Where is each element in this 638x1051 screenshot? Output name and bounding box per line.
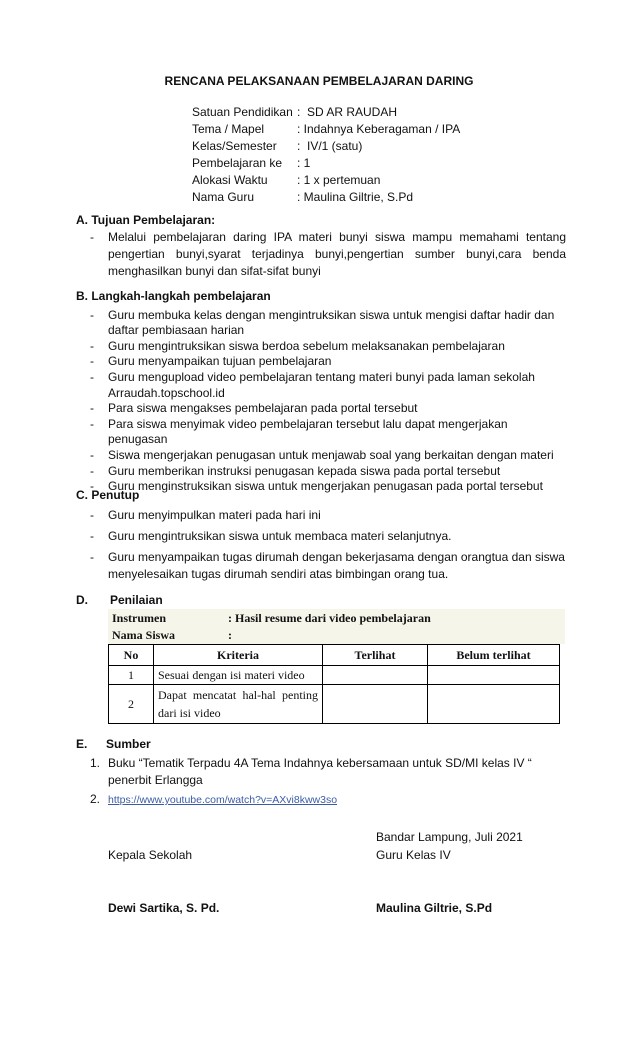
instrumen-label: Instrumen bbox=[112, 611, 167, 625]
instrumen-row bbox=[108, 609, 565, 627]
table-row bbox=[109, 685, 560, 724]
column-header: Belum terlihat bbox=[428, 645, 560, 666]
info-label: Tema / Mapel bbox=[192, 122, 265, 136]
list-item: - Guru menginstruksikan siswa untuk mengerjakan penugasan pada portal tersebut bbox=[76, 479, 566, 495]
place-date: Bandar Lampung, Juli 2021 bbox=[376, 830, 523, 844]
info-value: : Maulina Giltrie, S.Pd bbox=[297, 190, 414, 204]
list-item: - Guru membuka kelas dengan mengintruksikan siswa untuk mengisi daftar hadir dan daftar pembiasaan harian bbox=[76, 308, 566, 339]
grading-table bbox=[108, 644, 560, 724]
list-number: 1. bbox=[90, 756, 101, 770]
left-signatory-name: Dewi Sartika, S. Pd. bbox=[108, 901, 220, 915]
list-item: - Para siswa mengakses pembelajaran pada portal tersebut bbox=[76, 401, 566, 417]
info-row bbox=[192, 189, 460, 206]
info-value: : 1 bbox=[297, 156, 311, 170]
nama-siswa-label: Nama Siswa bbox=[112, 628, 176, 642]
list-item: - Guru mengupload video pembelajaran tentang materi bunyi pada laman sekolah Arraudah.topschool.id bbox=[76, 370, 566, 401]
info-value: : Indahnya Keberagaman / IPA bbox=[297, 122, 461, 136]
table-cell-no: 1 bbox=[109, 666, 154, 685]
list-item: - Guru menyampaikan tujuan pembelajaran bbox=[76, 354, 566, 370]
right-role: Guru Kelas IV bbox=[376, 848, 451, 862]
info-row bbox=[192, 172, 460, 189]
table-cell-terlihat bbox=[323, 666, 428, 685]
list-item: - Guru mengintruksikan siswa berdoa sebelum melaksanakan pembelajaran bbox=[76, 339, 566, 355]
section-heading: C. Penutup bbox=[76, 488, 140, 502]
table-cell-belum-terlihat bbox=[428, 685, 560, 724]
section-heading: B. Langkah-langkah pembelajaran bbox=[76, 289, 271, 303]
list-item: - Guru mengintruksikan siswa untuk membaca materi selanjutnya. bbox=[76, 528, 566, 545]
list-item: - Melalui pembelajaran daring IPA materi bunyi siswa mampu memahami tentang pengertian bunyi,syarat terjadinya bunyi,pengertian sumber bunyi,cara benda menghasilkan bunyi dan sifat-sifat bunyi bbox=[76, 229, 566, 280]
column-header: Terlihat bbox=[323, 645, 428, 666]
nama-siswa-value: : bbox=[228, 628, 232, 642]
page-title: RENCANA PELAKSANAAN PEMBELAJARAN DARING bbox=[164, 74, 474, 88]
section-heading: A. Tujuan Pembelajaran: bbox=[76, 213, 216, 227]
table-cell-belum-terlihat bbox=[428, 666, 560, 685]
section-penutup bbox=[76, 487, 566, 583]
list-item: - Guru menyampaikan tugas dirumah dengan bekerjasama dengan orangtua dan siswa menyelesaikan tugas dirumah sendiri atas bimbingan orang tua. bbox=[76, 549, 566, 583]
info-value: : 1 x pertemuan bbox=[297, 173, 381, 187]
source-link[interactable]: https://www.youtube.com/watch?v=AXvi8kww3so bbox=[108, 794, 338, 806]
list-item bbox=[90, 791, 566, 809]
instrumen-value: : Hasil resume dari video pembelajaran bbox=[228, 611, 431, 625]
info-label: Pembelajaran ke bbox=[192, 156, 283, 170]
list-number: 2. bbox=[90, 792, 101, 806]
list-item: - Para siswa menyimak video pembelajaran tersebut lalu dapat mengerjakan penugasan bbox=[76, 417, 566, 448]
info-value: : SD AR RAUDAH bbox=[297, 105, 398, 119]
list-item: - Guru menyimpulkan materi pada hari ini bbox=[76, 507, 566, 524]
info-value: : IV/1 (satu) bbox=[297, 139, 363, 153]
info-label: Satuan Pendidikan bbox=[192, 105, 293, 119]
table-cell-terlihat bbox=[323, 685, 428, 724]
nama-siswa-row bbox=[108, 627, 565, 644]
column-header: No bbox=[109, 645, 154, 666]
table-cell-kriteria: Sesuai dengan isi materi video bbox=[154, 666, 323, 685]
list-item bbox=[90, 755, 566, 789]
table-header-row bbox=[109, 645, 560, 666]
langkah-list bbox=[76, 308, 566, 495]
table-cell-kriteria: Dapat mencatat hal-hal penting dari isi video bbox=[154, 685, 323, 724]
section-heading: Penilaian bbox=[110, 593, 163, 607]
tujuan-list bbox=[76, 229, 566, 280]
left-role: Kepala Sekolah bbox=[108, 848, 193, 862]
section-letter: D. bbox=[76, 593, 88, 607]
section-tujuan bbox=[76, 212, 566, 280]
source-text: Buku “Tematik Terpadu 4A Tema Indahnya kebersamaan untuk SD/MI kelas IV “ penerbit Erlangga bbox=[108, 756, 532, 787]
table-cell-no: 2 bbox=[109, 685, 154, 724]
right-signatory-name: Maulina Giltrie, S.Pd bbox=[376, 901, 493, 915]
section-letter: E. bbox=[76, 737, 88, 751]
table-row bbox=[109, 666, 560, 685]
penutup-list bbox=[76, 507, 566, 583]
info-row bbox=[192, 104, 460, 121]
info-label: Nama Guru bbox=[192, 190, 255, 204]
list-item: - Guru memberikan instruksi penugasan kepada siswa pada portal tersebut bbox=[76, 464, 566, 480]
list-item: - Siswa mengerjakan penugasan untuk menjawab soal yang berkaitan dengan materi bbox=[76, 448, 566, 464]
sumber-list bbox=[90, 755, 566, 809]
info-label: Kelas/Semester bbox=[192, 139, 277, 153]
section-heading: Sumber bbox=[106, 737, 151, 751]
info-row bbox=[192, 138, 460, 155]
info-block bbox=[192, 104, 460, 206]
column-header: Kriteria bbox=[154, 645, 323, 666]
info-row bbox=[192, 155, 460, 172]
info-label: Alokasi Waktu bbox=[192, 173, 268, 187]
info-row bbox=[192, 121, 460, 138]
section-langkah bbox=[76, 289, 566, 495]
